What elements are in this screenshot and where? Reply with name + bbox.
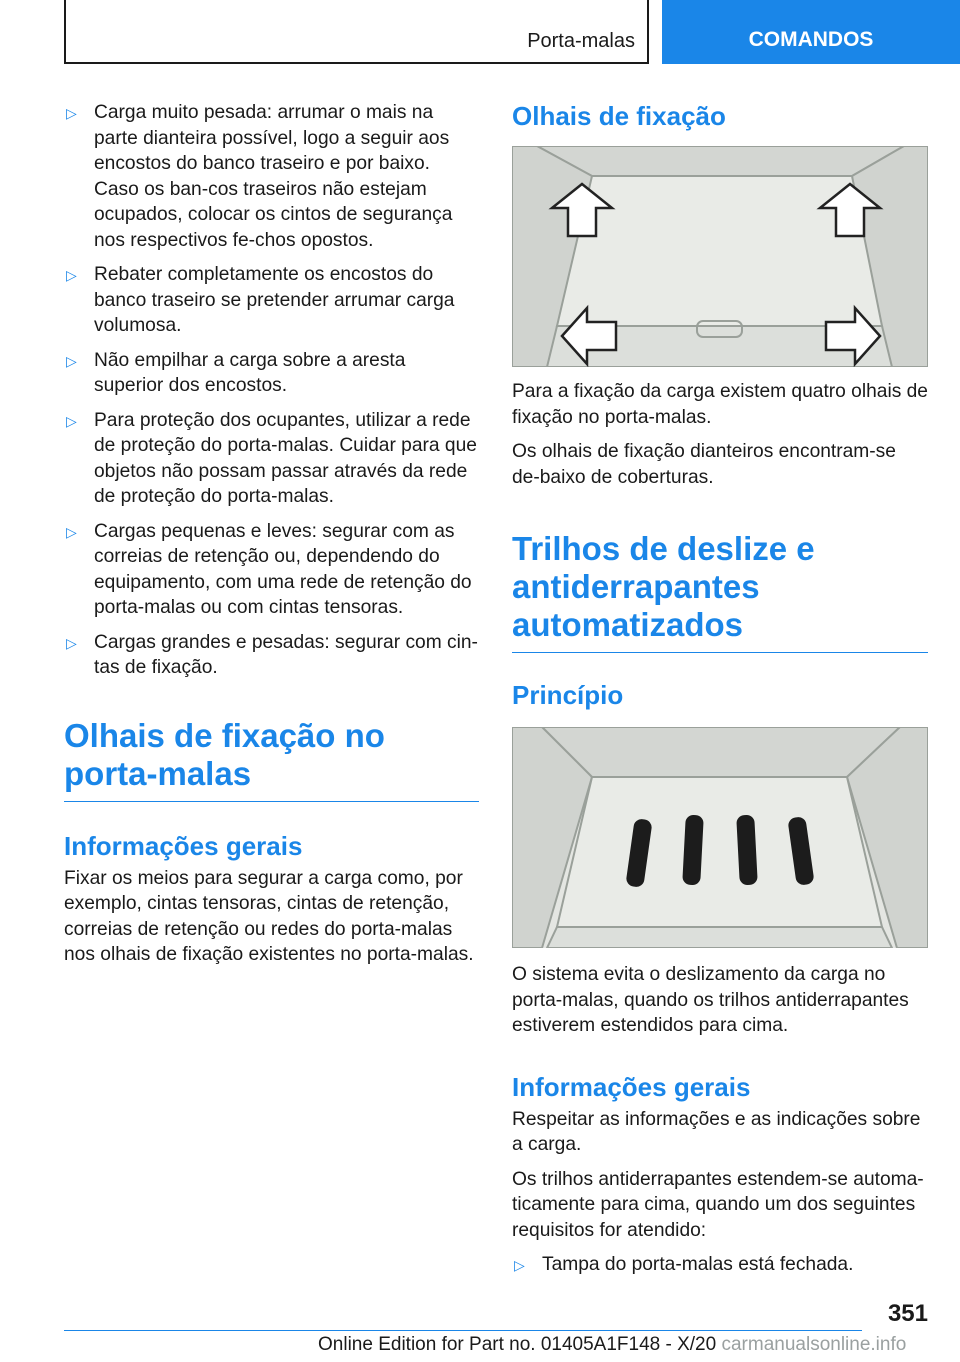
header-frame [64, 0, 649, 64]
triangle-bullet-icon: ▷ [66, 105, 77, 121]
list-item: ▷ Cargas grandes e pesadas: segurar com cin-tas de fixação. [66, 631, 478, 678]
title-tie-down-eyes: Olhais de fixação [512, 101, 726, 131]
section-title-tie-downs: Olhais de fixação no porta-malas [64, 717, 479, 802]
list-item: ▷ Tampa do porta-malas está fechada. [512, 1252, 928, 1278]
rails-illustration [512, 727, 928, 948]
general-info-text: Fixar os meios para segurar a carga como, por exemplo, cintas tensoras, cintas de retenção, correias de retenção ou redes do porta-malas nos olhais de fixação existentes no porta-malas. [64, 867, 474, 965]
general-info-para-2: Os trilhos antiderrapantes estendem-se automa-ticamente para cima, quando um dos seguintes requisitos for atendido: [512, 1168, 924, 1241]
right-column [512, 100, 928, 1287]
triangle-bullet-icon: ▷ [66, 352, 77, 369]
trunk-illustration [512, 146, 928, 367]
footer-divider [64, 1330, 862, 1331]
trunk-rails-figure [512, 727, 928, 948]
watermark-text: carmanualsonline.info [721, 1334, 907, 1355]
title-principle: Princípio [512, 680, 624, 710]
left-column [64, 100, 479, 977]
tie-down-para-2: Os olhais de fixação dianteiros encontram-se de-baixo de coberturas. [512, 441, 896, 488]
page-number: 351 [887, 1300, 928, 1327]
list-item: ▷ Para proteção dos ocupantes, utilizar a rede de proteção do porta-malas. Cuidar para que objetos não possam passar através da rede de proteção do porta-malas. [66, 409, 477, 507]
requirements-list [512, 1252, 928, 1278]
chapter-tab[interactable]: COMANDOS [662, 0, 960, 64]
list-item: ▷ Rebater completamente os encostos do banco traseiro se pretender arrumar carga volumosa. [66, 264, 455, 336]
triangle-bullet-icon: ▷ [66, 523, 77, 540]
subsection-title-general: Informações gerais [64, 830, 303, 861]
tie-down-para-1: Para a fixação da carga existem quatro olhais de fixação no porta-malas. [512, 381, 928, 428]
triangle-bullet-icon: ▷ [66, 412, 77, 429]
loading-tips-list [64, 100, 479, 681]
triangle-bullet-icon: ▷ [514, 1257, 525, 1273]
edition-footer: Online Edition for Part no. 01405A1F148 - X/20 carmanualsonline.info [318, 1334, 907, 1355]
list-item: ▷ Não empilhar a carga sobre a aresta superior dos encostos. [66, 349, 406, 396]
list-item: ▷ Cargas pequenas e leves: segurar com as correias de retenção ou, dependendo do equipamento, com uma rede de retenção do porta-malas ou com cintas tensoras. [66, 520, 472, 618]
principle-text: O sistema evita o deslizamento da carga no porta-malas, quando os trilhos antiderrapantes estiverem estendidos para cima. [512, 964, 909, 1036]
trunk-tie-down-figure [512, 146, 928, 367]
general-info-para-1: Respeitar as informações e as indicações sobre a carga. [512, 1108, 921, 1155]
header-section-title: Porta-malas [527, 30, 635, 52]
title-general-info: Informações gerais [512, 1071, 751, 1102]
triangle-bullet-icon: ▷ [66, 267, 77, 283]
section-title-slide-rails: Trilhos de deslize e antiderrapantes automatizados [512, 530, 928, 653]
list-item: ▷ Carga muito pesada: arrumar o mais na parte dianteira possível, logo a seguir aos encostos do banco traseiro e por baixo. Caso os ban-cos traseiros não estejam ocupados, colocar os cintos de segurança nos respectivos fe-chos opostos. [66, 102, 453, 251]
triangle-bullet-icon: ▷ [66, 634, 77, 651]
